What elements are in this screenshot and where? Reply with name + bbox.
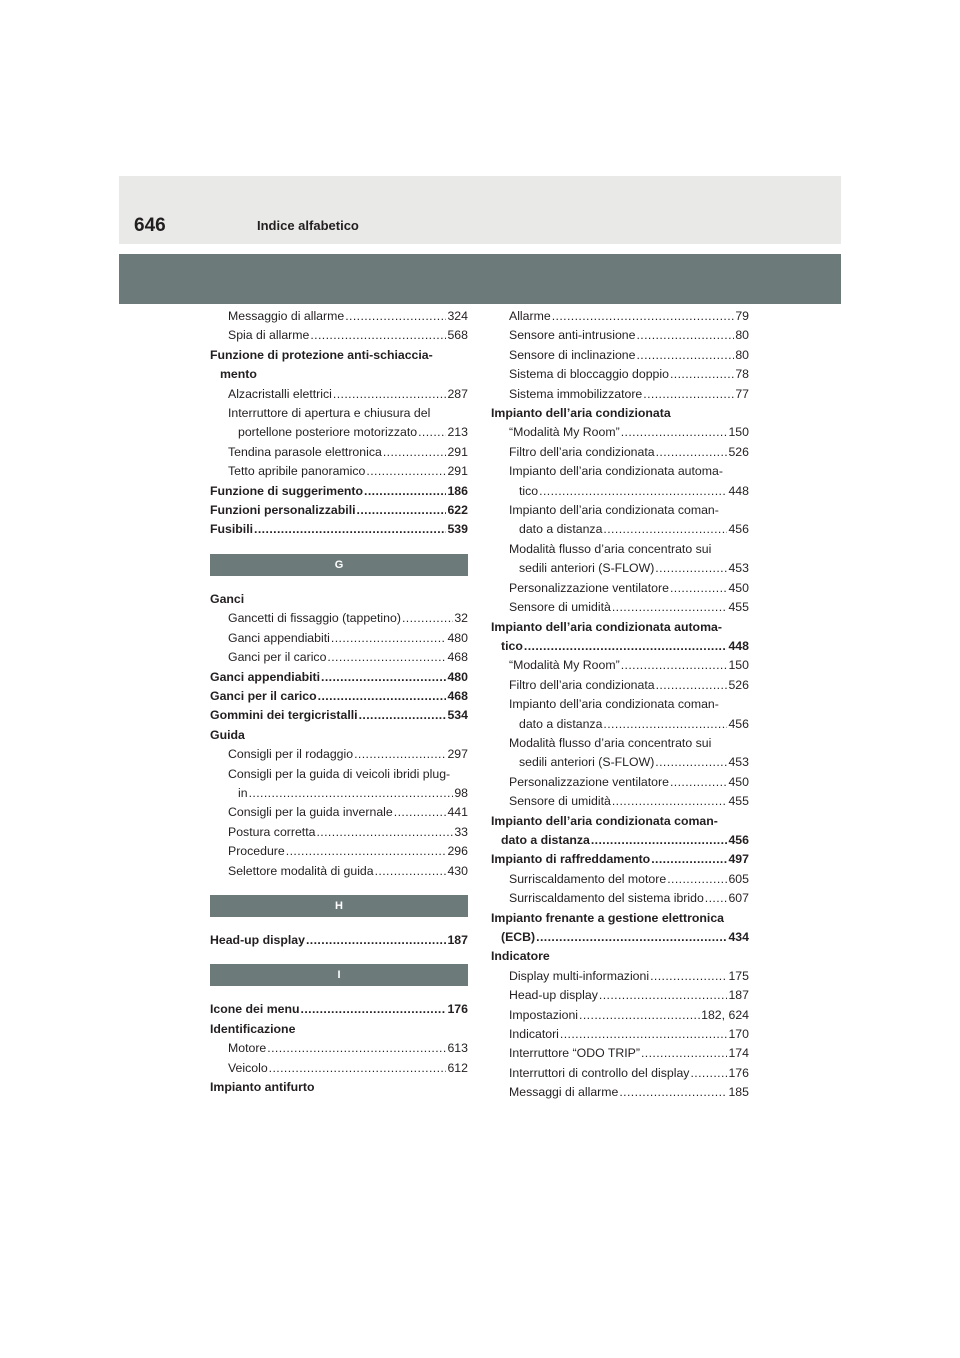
index-subentry[interactable]: [491, 482, 749, 501]
index-heading: Funzione di protezione anti-schiaccia-: [210, 347, 433, 362]
dot-leader: [670, 365, 734, 384]
index-heading: Ganci: [210, 591, 245, 606]
index-entry[interactable]: [210, 520, 468, 539]
index-entry[interactable]: [491, 831, 749, 850]
index-subentry[interactable]: [491, 986, 749, 1005]
page-reference: 291: [447, 464, 468, 479]
entry-label: Selettore modalità di guida: [228, 863, 374, 878]
dot-leader: [267, 1039, 446, 1058]
index-subheading: Impianto dell’aria condizionata coman-: [509, 503, 719, 518]
dot-leader: [301, 1000, 447, 1019]
entry-label: Surriscaldamento del sistema ibrido: [509, 891, 704, 906]
index-subentry[interactable]: [491, 385, 749, 404]
index-subentry[interactable]: [491, 1044, 749, 1063]
index-subentry[interactable]: [491, 423, 749, 442]
page-reference: 450: [728, 580, 749, 595]
index-subheading: Consigli per la guida di veicoli ibridi plug-: [228, 766, 451, 781]
index-subentry[interactable]: [491, 1025, 749, 1044]
section-title: Indice alfabetico: [257, 218, 359, 233]
dot-leader: [316, 823, 453, 842]
entry-label: Display multi-informazioni: [509, 968, 650, 983]
entry-label: dato a distanza: [519, 522, 603, 537]
page-reference: 453: [728, 561, 749, 576]
index-subentry[interactable]: [210, 784, 468, 803]
page-reference: 526: [728, 677, 749, 692]
dot-leader: [269, 1059, 447, 1078]
dot-leader: [603, 715, 727, 734]
index-subentry[interactable]: [491, 326, 749, 345]
index-subentry[interactable]: [491, 676, 749, 695]
entry-label: (ECB): [501, 930, 536, 944]
page-reference: 296: [447, 844, 468, 859]
index-subentry[interactable]: [210, 609, 468, 628]
dot-leader: [333, 385, 447, 404]
dot-leader: [643, 385, 734, 404]
page-reference: 185: [728, 1085, 749, 1100]
page-reference: 456: [728, 832, 749, 847]
entry-label: Consigli per il rodaggio: [228, 747, 354, 762]
page-reference: 622: [447, 503, 468, 518]
dot-leader: [619, 1083, 727, 1102]
dot-leader: [603, 520, 727, 539]
dot-leader: [655, 559, 727, 578]
index-heading: mento: [220, 367, 257, 382]
page-reference: 291: [447, 444, 468, 459]
page-reference: 568: [447, 328, 468, 343]
index-heading: Impianto dell’aria condizionata automa-: [491, 619, 722, 634]
index-subentry[interactable]: [210, 462, 468, 481]
entry-label: dato a distanza: [501, 832, 590, 847]
dot-leader: [599, 986, 728, 1005]
index-subentry[interactable]: [491, 773, 749, 792]
entry-label: Funzione di suggerimento: [210, 483, 364, 498]
entry-label: Interruttore “ODO TRIP”: [509, 1046, 640, 1061]
index-column-right: [491, 307, 749, 1103]
entry-label: Consigli per la guida invernale: [228, 805, 393, 820]
index-subheading: Impianto dell’aria condizionata automa-: [509, 464, 723, 479]
page-reference: 176: [447, 1002, 468, 1017]
index-subentry[interactable]: [491, 656, 749, 675]
page-reference: 324: [447, 309, 468, 323]
index-subentry[interactable]: [491, 889, 749, 908]
index-entry[interactable]: [491, 850, 749, 869]
page-reference: 430: [447, 863, 468, 878]
dot-leader: [310, 326, 446, 345]
index-subentry[interactable]: [491, 753, 749, 772]
index-subentry[interactable]: [210, 803, 468, 822]
page-reference: 450: [728, 774, 749, 789]
page-number: 646: [134, 215, 166, 236]
entry-label: Postura corretta: [228, 824, 316, 839]
index-subentry[interactable]: [491, 870, 749, 889]
entry-label: Sensore di umidità: [509, 600, 611, 615]
letter-divider: H: [210, 895, 468, 917]
entry-label: Ganci appendiabiti: [228, 630, 330, 645]
index-subentry[interactable]: [210, 842, 468, 861]
page-reference: 526: [728, 444, 749, 459]
entry-label: dato a distanza: [519, 716, 603, 731]
index-entry[interactable]: [210, 482, 468, 501]
entry-label: sedili anteriori (S-FLOW): [519, 561, 655, 576]
dot-leader: [650, 967, 727, 986]
dot-leader: [560, 1025, 728, 1044]
entry-label: Head-up display: [210, 932, 305, 947]
entry-label: Personalizzazione ventilatore: [509, 580, 669, 595]
letter-divider: I: [210, 964, 468, 986]
entry-label: Allarme: [509, 309, 551, 323]
dot-leader: [357, 501, 447, 520]
index-subentry[interactable]: [491, 346, 749, 365]
dot-leader: [591, 831, 728, 850]
entry-label: Tendina parasole elettronica: [228, 444, 382, 459]
entry-label: Veicolo: [228, 1060, 268, 1075]
index-subheading: Interruttore di apertura e chiusura del: [228, 406, 431, 421]
page-reference: 80: [735, 347, 749, 362]
index-subheading: Modalità flusso d’aria concentrato sui: [509, 735, 712, 750]
page-reference: 175: [728, 968, 749, 983]
index-entry[interactable]: [210, 687, 468, 706]
page-reference: 150: [728, 425, 749, 440]
entry-label: Impostazioni: [509, 1007, 579, 1022]
index-subentry[interactable]: [491, 1083, 749, 1102]
page-reference: 448: [728, 483, 749, 498]
dot-leader: [667, 870, 727, 889]
page-reference: 170: [728, 1027, 749, 1042]
index-subentry[interactable]: [491, 792, 749, 811]
dot-leader: [394, 803, 447, 822]
entry-label: Fusibili: [210, 522, 254, 537]
dot-leader: [579, 1006, 700, 1025]
index-subentry[interactable]: [210, 385, 468, 404]
index-subheading: Modalità flusso d’aria concentrato sui: [509, 541, 712, 556]
index-subentry[interactable]: [491, 365, 749, 384]
index-subentry[interactable]: [491, 1006, 749, 1025]
dot-leader: [327, 648, 446, 667]
dot-leader: [331, 629, 447, 648]
page-reference: 434: [728, 930, 749, 944]
dot-leader: [254, 520, 446, 539]
entry-label: portellone posteriore motorizzato: [238, 425, 418, 440]
page-reference: 455: [728, 600, 749, 615]
index-entry[interactable]: [210, 1000, 468, 1019]
index-subentry[interactable]: [491, 520, 749, 539]
index-heading: Impianto dell’aria condizionata coman-: [491, 813, 718, 828]
page-reference: 453: [728, 755, 749, 770]
index-subentry[interactable]: [210, 423, 468, 442]
page-reference: 497: [728, 852, 749, 867]
page-reference: 287: [447, 386, 468, 401]
page-reference: 534: [447, 708, 468, 723]
page-reference: 213: [447, 425, 468, 440]
index-subentry[interactable]: [210, 745, 468, 764]
letter-divider: G: [210, 554, 468, 576]
page-reference: 480: [447, 669, 468, 684]
entry-label: Sistema di bloccaggio doppio: [509, 367, 669, 382]
dot-leader: [359, 706, 447, 725]
dot-leader: [383, 443, 447, 462]
dot-leader: [636, 346, 734, 365]
index-subentry[interactable]: [491, 715, 749, 734]
index-subentry[interactable]: [491, 579, 749, 598]
dot-leader: [651, 850, 727, 869]
entry-label: sedili anteriori (S-FLOW): [519, 755, 655, 770]
entry-label: Funzioni personalizzabili: [210, 503, 356, 518]
page-reference: 187: [447, 932, 468, 947]
index-heading: Identificazione: [210, 1021, 296, 1036]
index-subentry[interactable]: [491, 559, 749, 578]
entry-label: Interruttori di controllo del display: [509, 1065, 690, 1080]
index-heading: Indicatore: [491, 949, 550, 964]
index-subentry[interactable]: [210, 307, 468, 326]
index-subheading: Impianto dell’aria condizionata coman-: [509, 697, 719, 712]
index-subentry[interactable]: [210, 326, 468, 345]
page-reference: 150: [728, 658, 749, 673]
entry-label: Ganci per il carico: [228, 650, 327, 665]
page-reference: 455: [728, 794, 749, 809]
entry-label: Indicatori: [509, 1027, 559, 1042]
dot-leader: [670, 773, 728, 792]
header-band: [119, 176, 841, 244]
index-entry[interactable]: [210, 931, 468, 950]
entry-label: Procedure: [228, 844, 285, 859]
dot-leader: [656, 443, 728, 462]
entry-label: tico: [501, 638, 523, 653]
dot-leader: [402, 609, 453, 628]
index-heading: Guida: [210, 727, 245, 742]
page-reference: 456: [728, 522, 749, 537]
page-reference: 613: [447, 1041, 468, 1056]
dot-leader: [705, 889, 728, 908]
dot-leader: [612, 598, 728, 617]
dot-leader: [418, 423, 446, 442]
index-subentry[interactable]: [210, 1059, 468, 1078]
index-heading: Impianto dell’aria condizionata: [491, 406, 671, 421]
entry-label: Filtro dell’aria condizionata: [509, 677, 655, 692]
page-reference: 182, 624: [701, 1007, 749, 1022]
entry-label: Alzacristalli elettrici: [228, 386, 332, 401]
page-reference: 32: [454, 611, 468, 626]
page-reference: 78: [735, 367, 749, 382]
index-entry[interactable]: [210, 706, 468, 725]
page-reference: 480: [447, 630, 468, 645]
page-reference: 80: [735, 328, 749, 343]
page-reference: 539: [447, 522, 468, 537]
dot-leader: [655, 753, 727, 772]
dot-leader: [612, 792, 728, 811]
entry-label: Impianto di raffreddamento: [491, 852, 651, 867]
entry-label: Sensore di inclinazione: [509, 347, 636, 362]
page-reference: 448: [728, 638, 749, 653]
entry-label: Spia di allarme: [228, 328, 310, 343]
page-reference: 605: [728, 871, 749, 886]
entry-label: “Modalità My Room”: [509, 658, 620, 673]
entry-label: Surriscaldamento del motore: [509, 871, 667, 886]
entry-label: Gancetti di fissaggio (tappetino): [228, 611, 401, 626]
index-subentry[interactable]: [210, 823, 468, 842]
index-subentry[interactable]: [491, 307, 749, 326]
page-reference: 33: [454, 824, 468, 839]
index-subentry[interactable]: [491, 598, 749, 617]
index-entry[interactable]: [491, 928, 749, 947]
page-reference: 441: [447, 805, 468, 820]
dot-leader: [318, 687, 447, 706]
index-column-left: [210, 307, 468, 1097]
dot-leader: [641, 1044, 728, 1063]
page-reference: 98: [454, 785, 468, 800]
dot-leader: [366, 462, 446, 481]
entry-label: Personalizzazione ventilatore: [509, 774, 669, 789]
dot-leader: [286, 842, 447, 861]
page-reference: 297: [447, 747, 468, 762]
dot-leader: [364, 482, 446, 501]
entry-label: Motore: [228, 1041, 267, 1056]
page-reference: 174: [728, 1046, 749, 1061]
entry-label: Tetto apribile panoramico: [228, 464, 366, 479]
header-bar: [119, 254, 841, 304]
dot-leader: [552, 307, 735, 326]
entry-label: Sistema immobilizzatore: [509, 386, 643, 401]
entry-label: Filtro dell’aria condizionata: [509, 444, 655, 459]
dot-leader: [621, 656, 728, 675]
entry-label: Ganci appendiabiti: [210, 669, 321, 684]
page-reference: 186: [447, 483, 468, 498]
entry-label: Sensore anti-intrusione: [509, 328, 636, 343]
index-entry[interactable]: [210, 668, 468, 687]
dot-leader: [636, 326, 734, 345]
index-subentry[interactable]: [210, 648, 468, 667]
entry-label: Messaggi di allarme: [509, 1085, 619, 1100]
entry-label: Sensore di umidità: [509, 794, 611, 809]
entry-label: Messaggio di allarme: [228, 309, 345, 323]
index-subentry[interactable]: [491, 443, 749, 462]
dot-leader: [321, 668, 446, 687]
dot-leader: [524, 637, 728, 656]
index-entry[interactable]: [491, 637, 749, 656]
page-reference: 612: [447, 1060, 468, 1075]
entry-label: Head-up display: [509, 988, 598, 1003]
index-subentry[interactable]: [491, 1064, 749, 1083]
page-reference: 607: [728, 891, 749, 906]
dot-leader: [306, 931, 446, 950]
index-subentry[interactable]: [210, 862, 468, 881]
index-subentry[interactable]: [210, 1039, 468, 1058]
entry-label: Ganci per il carico: [210, 688, 317, 703]
index-subentry[interactable]: [491, 967, 749, 986]
page-reference: 456: [728, 716, 749, 731]
entry-label: Gommini dei tergicristalli: [210, 708, 358, 723]
index-subentry[interactable]: [210, 443, 468, 462]
page-reference: 77: [735, 386, 749, 401]
index-heading: Impianto frenante a gestione elettronica: [491, 910, 725, 925]
dot-leader: [345, 307, 446, 326]
index-subentry[interactable]: [210, 629, 468, 648]
index-entry[interactable]: [210, 501, 468, 520]
page-reference: 176: [728, 1065, 749, 1080]
entry-label: in: [238, 785, 248, 800]
dot-leader: [670, 579, 728, 598]
dot-leader: [536, 928, 727, 947]
dot-leader: [375, 862, 447, 881]
dot-leader: [656, 676, 728, 695]
page-reference: 187: [728, 988, 749, 1003]
dot-leader: [621, 423, 728, 442]
page-reference: 79: [735, 309, 749, 323]
entry-label: tico: [519, 483, 539, 498]
dot-leader: [539, 482, 727, 501]
page-reference: 468: [447, 650, 468, 665]
entry-label: Icone dei menu: [210, 1002, 300, 1017]
entry-label: “Modalità My Room”: [509, 425, 620, 440]
dot-leader: [690, 1064, 727, 1083]
page-reference: 468: [447, 688, 468, 703]
dot-leader: [354, 745, 446, 764]
dot-leader: [249, 784, 454, 803]
index-heading: Impianto antifurto: [210, 1080, 315, 1094]
